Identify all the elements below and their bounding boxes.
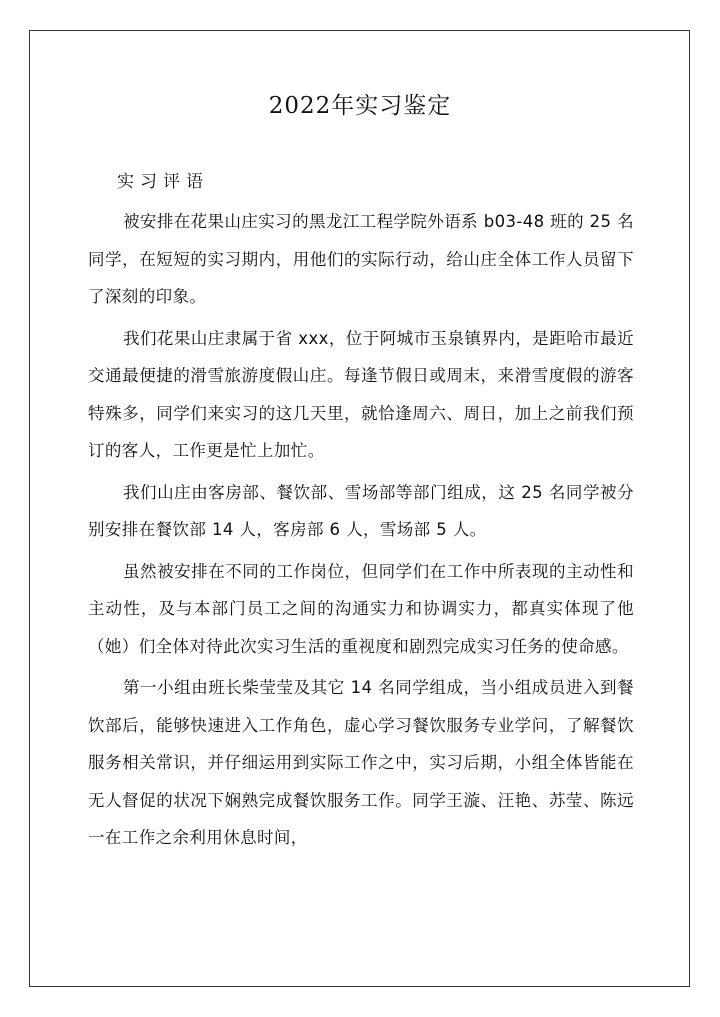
paragraph: 我们花果山庄隶属于省 xxx，位于阿城市玉泉镇界内，是距哈市最近交通最便捷的滑雪旅游度假山庄。每逢节假日或周末，来滑雪度假的游客特殊多，同学们来实习的这几天里，就恰逢周六、周日，加上之前我们预订的客人，工作更是忙上加忙。	[88, 328, 634, 460]
paragraph: 被安排在花果山庄实习的黑龙江工程学院外语系 b03-48 班的 25 名同学，在短短的实习期内，用他们的实际行动，给山庄全体工作人员留下了深刻的印象。	[88, 212, 634, 306]
paragraph: 虽然被安排在不同的工作岗位，但同学们在工作中所表现的主动性和主动性，及与本部门员工之间的沟通实力和协调实力，都真实体现了他（她）们全体对待此次实习生活的重视度和剧烈完成实习任务的使命感。	[88, 561, 634, 656]
paragraph: 第一小组由班长柴莹莹及其它 14 名同学组成，当小组成员进入到餐饮部后，能够快速进入工作角色，虚心学习餐饮服务专业学问，了解餐饮服务相关常识，并仔细运用到实际工作之中，实习后期，小组全体皆能在无人督促的状况下娴熟完成餐饮服务工作。同学王漩、汪艳、苏莹、陈远一在工作之余利用休息时间，	[88, 678, 634, 847]
document-body	[88, 203, 634, 861]
paragraph: 我们山庄由客房部、餐饮部、雪场部等部门组成，这 25 名同学被分别安排在餐饮部 14 人，客房部 6 人，雪场部 5 人。	[88, 482, 634, 539]
section-heading: 实习评语	[117, 172, 209, 192]
document-title: 2022年实习鉴定	[268, 93, 452, 119]
